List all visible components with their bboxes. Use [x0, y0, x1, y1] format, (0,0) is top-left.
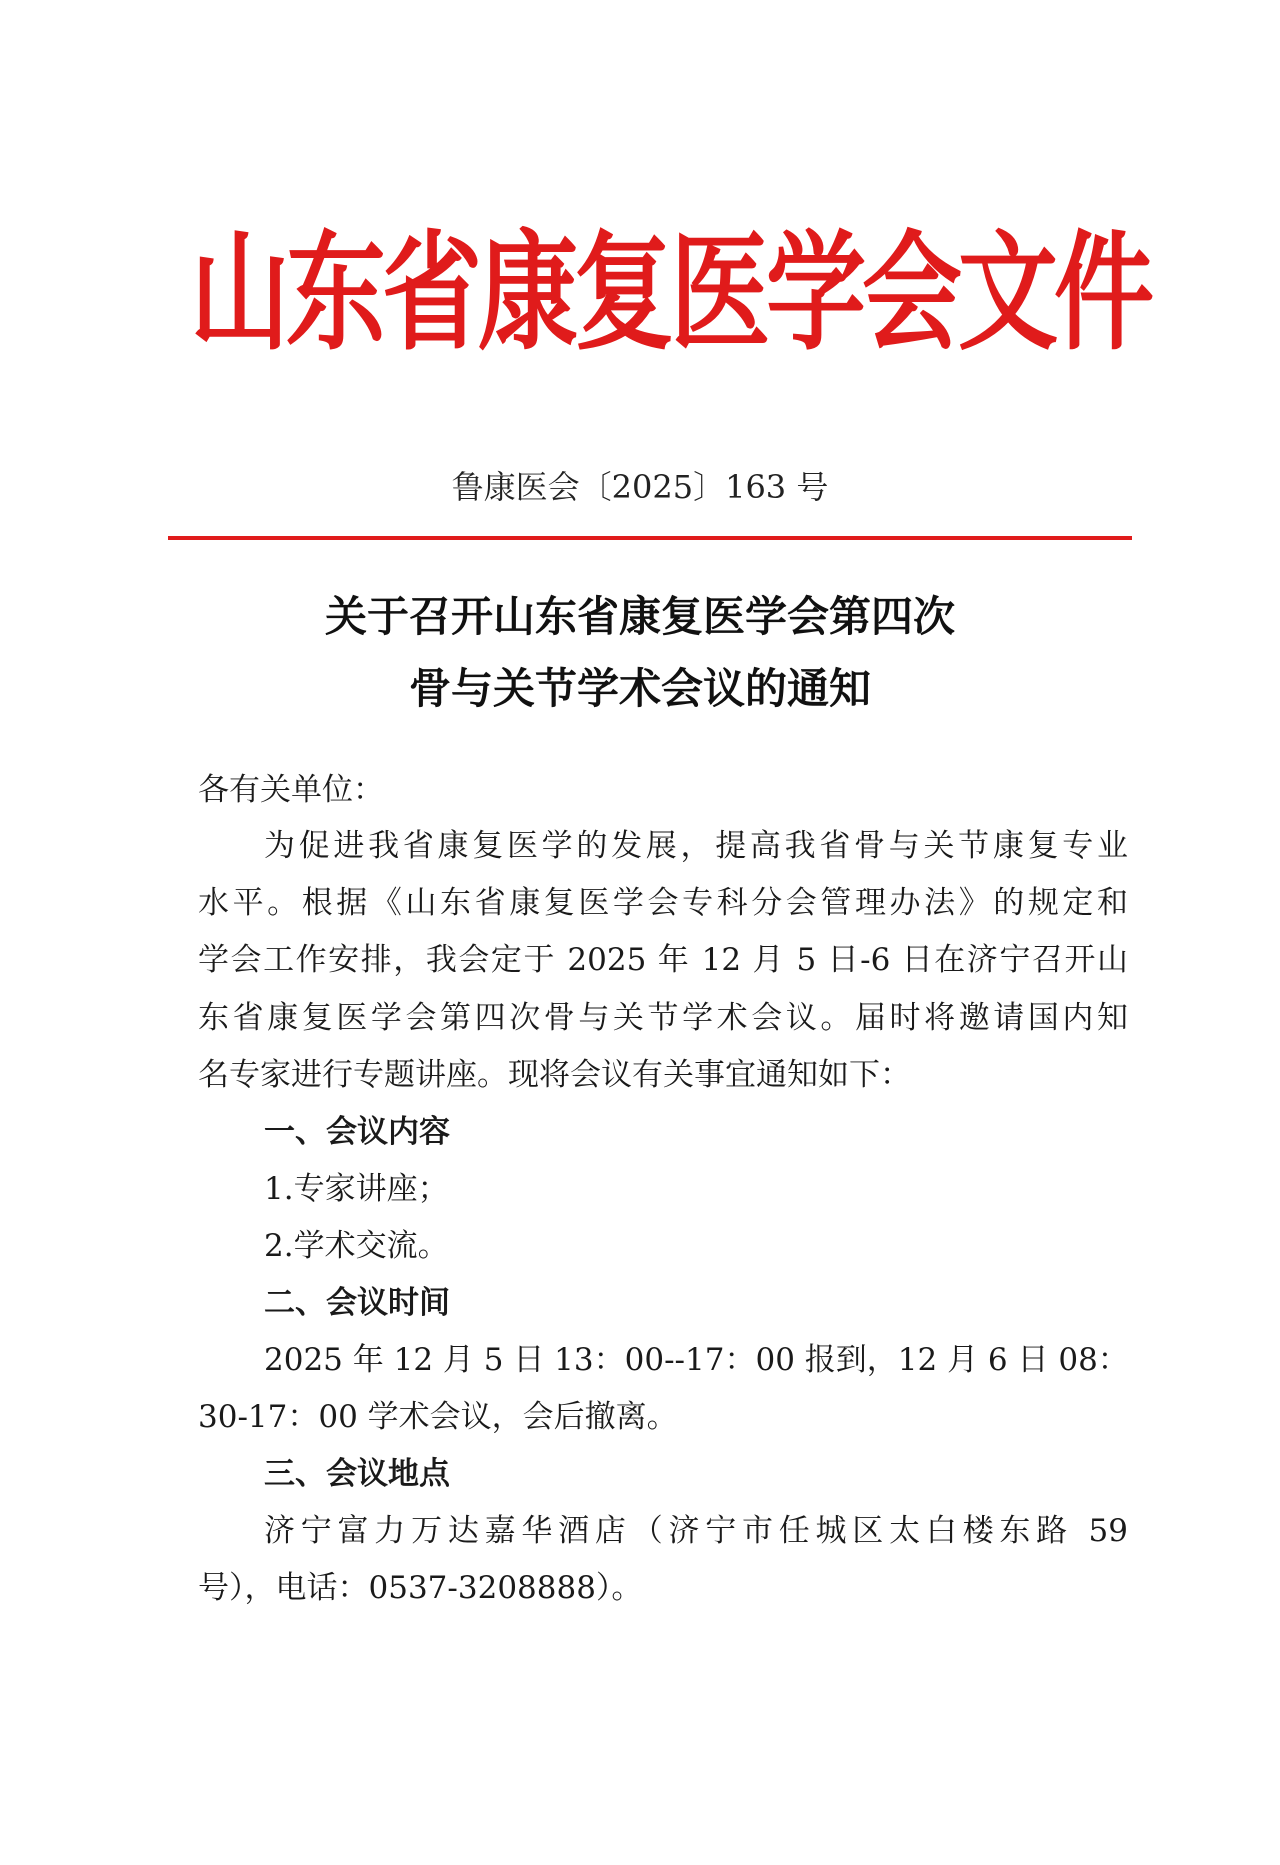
salutation: 各有关单位： [198, 772, 384, 808]
notice-title-line-1: 关于召开山东省康复医学会第四次 [324, 592, 955, 641]
notice-title-line-2: 骨与关节学术会议的通知 [408, 664, 871, 713]
section-item: 1.专家讲座； [264, 1171, 449, 1207]
section-text-line: 2025 年 12 月 5 日 13：00--17：00 报到，12 月 6 日 08： [264, 1342, 1129, 1378]
section-heading-content: 一、会议内容 [264, 1114, 450, 1150]
document-header-title: 山东省康复医学会文件 [190, 216, 1150, 368]
document-number: 鲁康医会〔2025〕163 号 [451, 468, 829, 506]
intro-paragraph-line: 名专家进行专题讲座。现将会议有关事宜通知如下： [198, 1057, 911, 1093]
section-text-line: 30-17：00 学术会议，会后撤离。 [198, 1399, 678, 1435]
section-text-line: 号），电话：0537-3208888）。 [198, 1570, 643, 1606]
section-heading-time: 二、会议时间 [264, 1285, 450, 1321]
section-heading-location: 三、会议地点 [264, 1456, 450, 1492]
intro-paragraph-line: 为促进我省康复医学的发展，提高我省骨与关节康复专业 [264, 828, 1128, 864]
section-text-line: 济宁富力万达嘉华酒店（济宁市任城区太白楼东路 59 [264, 1513, 1128, 1549]
header-divider-rule [168, 536, 1132, 540]
section-item: 2.学术交流。 [264, 1228, 449, 1264]
intro-paragraph-line: 水平。根据《山东省康复医学会专科分会管理办法》的规定和 [198, 885, 1128, 921]
intro-paragraph-line: 东省康复医学会第四次骨与关节学术会议。届时将邀请国内知 [198, 1000, 1128, 1036]
intro-paragraph-line: 学会工作安排，我会定于 2025 年 12 月 5 日-6 日在济宁召开山 [198, 942, 1128, 978]
